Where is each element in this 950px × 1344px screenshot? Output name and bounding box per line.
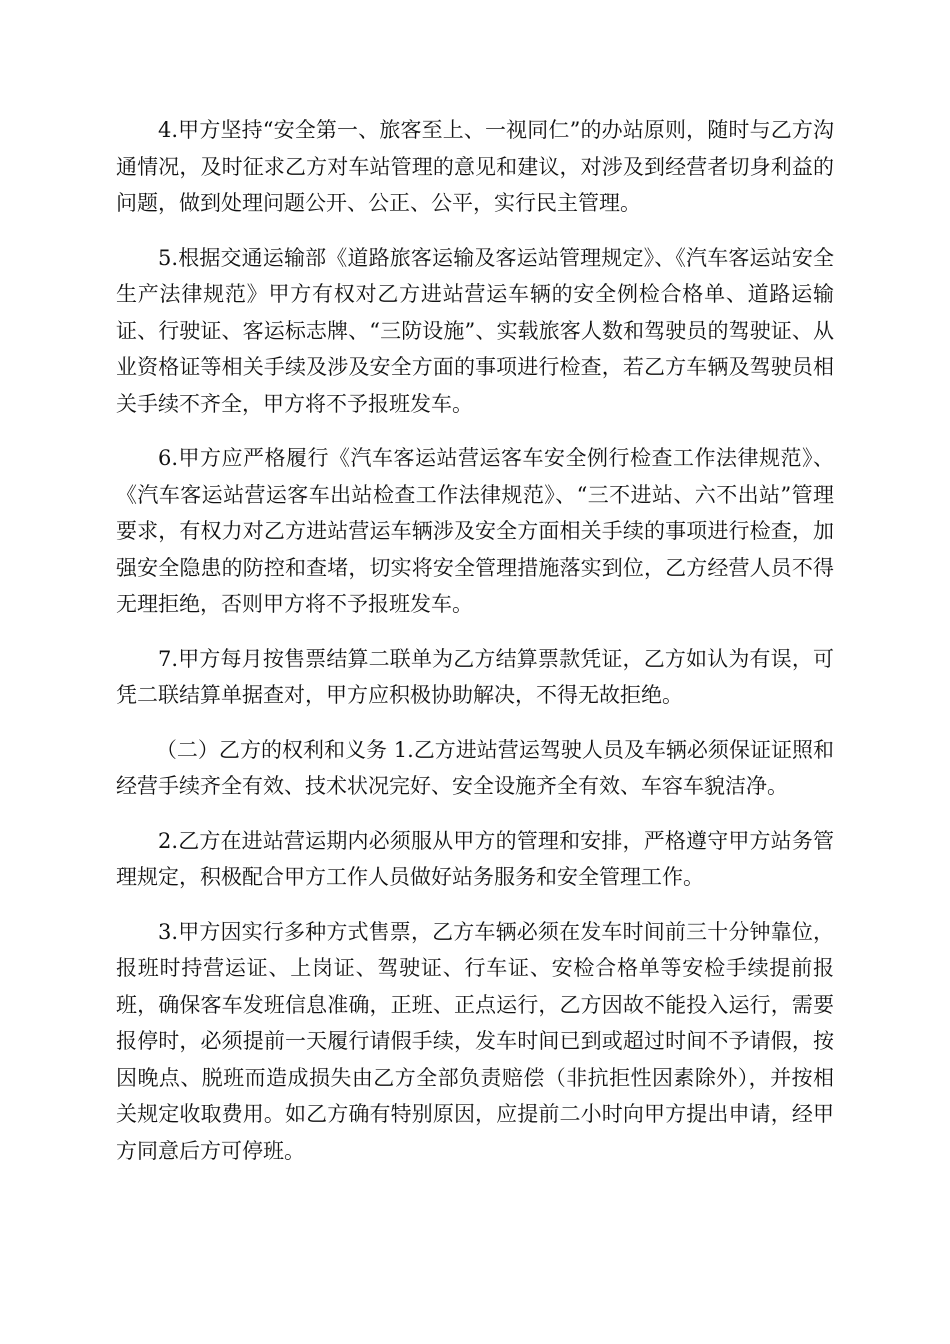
document-page: [116, 112, 834, 1187]
paragraph-item-3-departure-rules: 3.甲方因实行多种方式售票，乙方车辆必须在发车时间前三十分钟靠位，报班时持营运证、上岗证、驾驶证、行车证、安检合格单等安检手续提前报班，确保客车发班信息准确，正班、正点运行，乙方因故不能投入运行，需要报停时，必须提前一天履行请假手续，发车时间已到或超过时间不予请假，按因晚点、脱班而造成损失由乙方全部负责赔偿（非抗拒性因素除外），并按相关规定收取费用。如乙方确有特别原因，应提前二小时向甲方提出申请，经甲方同意后方可停班。: [116, 919, 834, 1163]
paragraph-item-6-safety-checks: 6.甲方应严格履行《汽车客运站营运客车安全例行检查工作法律规范》、《汽车客运站营运客车出站检查工作法律规范》、“三不进站、六不出站”管理要求，有权力对乙方进站营运车辆涉及安全方面相关手续的事项进行检查，加强安全隐患的防控和查堵，切实将安全管理措施落实到位，乙方经营人员不得无理拒绝，否则甲方将不予报班发车。: [116, 446, 834, 616]
paragraph-item-4-principles: 4.甲方坚持“安全第一、旅客至上、一视同仁”的办站原则，随时与乙方沟通情况，及时征求乙方对车站管理的意见和建议，对涉及到经营者切身利益的问题，做到处理问题公开、公正、公平，实行民主管理。: [116, 118, 834, 215]
paragraph-item-5-inspection-rights: 5.根据交通运输部《道路旅客运输及客运站管理规定》、《汽车客运站安全生产法律规范》甲方有权对乙方进站营运车辆的安全例检合格单、道路运输证、行驶证、客运标志牌、“三防设施”、实载旅客人数和驾驶员的驾驶证、从业资格证等相关手续及涉及安全方面的事项进行检查，若乙方车辆及驾驶员相关手续不齐全，甲方将不予报班发车。: [116, 245, 834, 416]
paragraph-section-2-party-b-rights: （二）乙方的权利和义务 1.乙方进站营运驾驶人员及车辆必须保证证照和经营手续齐全有效、技术状况完好、安全设施齐全有效、车容车貌洁净。: [116, 737, 834, 798]
paragraph-item-2-obey-management: 2.乙方在进站营运期内必须服从甲方的管理和安排，严格遵守甲方站务管理规定，积极配合甲方工作人员做好站务服务和安全管理工作。: [116, 828, 834, 889]
paragraph-item-7-settlement: 7.甲方每月按售票结算二联单为乙方结算票款凭证，乙方如认为有误，可凭二联结算单据查对，甲方应积极协助解决，不得无故拒绝。: [116, 646, 834, 707]
